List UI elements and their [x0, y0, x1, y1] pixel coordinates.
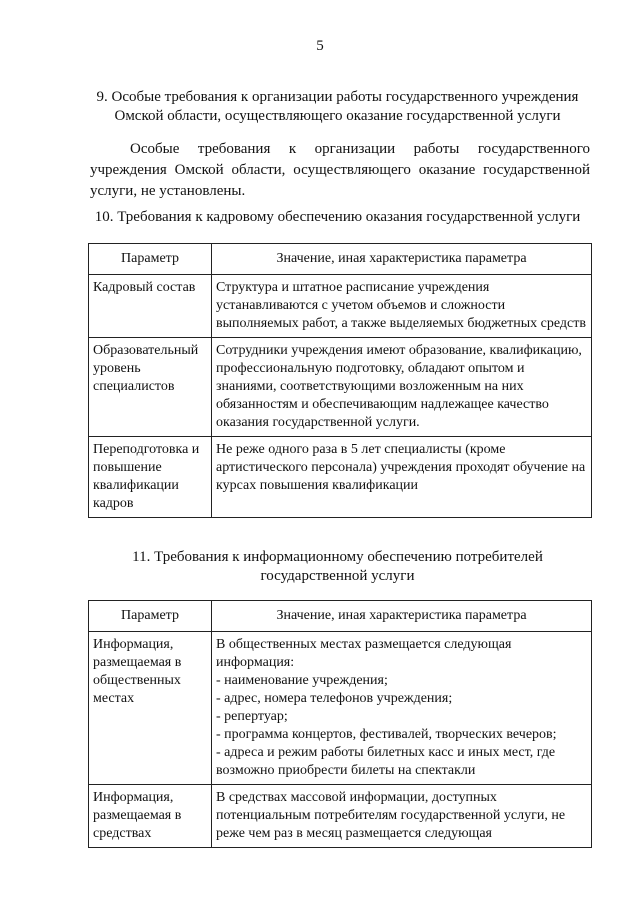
header-value: Значение, иная характеристика параметра [212, 244, 592, 275]
table-row [89, 275, 592, 338]
table-header-row [89, 601, 592, 632]
section-11-heading [60, 548, 615, 586]
list-item: - репертуар; [216, 709, 288, 724]
table-row [89, 338, 592, 437]
section-11-heading-line2: государственной услуги [260, 568, 415, 584]
row-parameter: Информация, размещаемая в общественных местах [89, 632, 212, 785]
row-value: Не реже одного раза в 5 лет специалисты (кроме артистического персонала) учреждения проходят обучение на курсах повышения квалификации [212, 437, 592, 518]
header-value: Значение, иная характеристика параметра [212, 601, 592, 632]
info-intro: В общественных местах размещается следующая информация: [216, 637, 512, 670]
table-row [89, 632, 592, 785]
staffing-table [88, 243, 592, 518]
list-item: - наименование учреждения; [216, 673, 388, 688]
row-value: В средствах массовой информации, доступных потенциальным потребителям государственной услуги, не реже чем раз в месяц размещается следующая [212, 785, 592, 848]
section-9-paragraph: Особые требования к организации работы государственного учреждения Омской области, осуществляющего оказание государственной услуги, не установлены. [90, 141, 590, 199]
table-row [89, 437, 592, 518]
row-parameter: Кадровый состав [89, 275, 212, 338]
page-number: 5 [316, 38, 324, 54]
section-9-heading-line2: Омской области, осуществляющего оказание государственной услуги [114, 108, 561, 124]
section-10-heading: 10. Требования к кадровому обеспечению оказания государственной услуги [94, 209, 581, 225]
table-row [89, 785, 592, 848]
row-value [212, 632, 592, 785]
information-table [88, 600, 592, 848]
list-item: - адрес, номера телефонов учреждения; [216, 691, 453, 706]
row-parameter: Образовательный уровень специалистов [89, 338, 212, 437]
list-item: - адреса и режим работы билетных касс и иных мест, где возможно приобрести билеты на спектакли [216, 745, 556, 778]
section-11-heading-line1: 11. Требования к информационному обеспечению потребителей [132, 549, 543, 565]
list-item: - программа концертов, фестивалей, творческих вечеров; [216, 727, 557, 742]
table-header-row [89, 244, 592, 275]
section-9-heading-line1: 9. Особые требования к организации работы государственного учреждения [96, 89, 579, 105]
row-value: Структура и штатное расписание учреждения устанавливаются с учетом объемов и сложности выполняемых работ, а также выделяемых бюджетных средств [212, 275, 592, 338]
row-value: Сотрудники учреждения имеют образование, квалификацию, профессиональную подготовку, обладают опытом и знаниями, соответствующими возложенным на них обязанностям и обеспечивающим надлежащее качество оказания государственной услуги. [212, 338, 592, 437]
row-parameter: Информация, размещаемая в средствах [89, 785, 212, 848]
row-parameter: Переподготовка и повышение квалификации кадров [89, 437, 212, 518]
section-9-heading [60, 88, 615, 126]
header-parameter: Параметр [89, 244, 212, 275]
header-parameter: Параметр [89, 601, 212, 632]
